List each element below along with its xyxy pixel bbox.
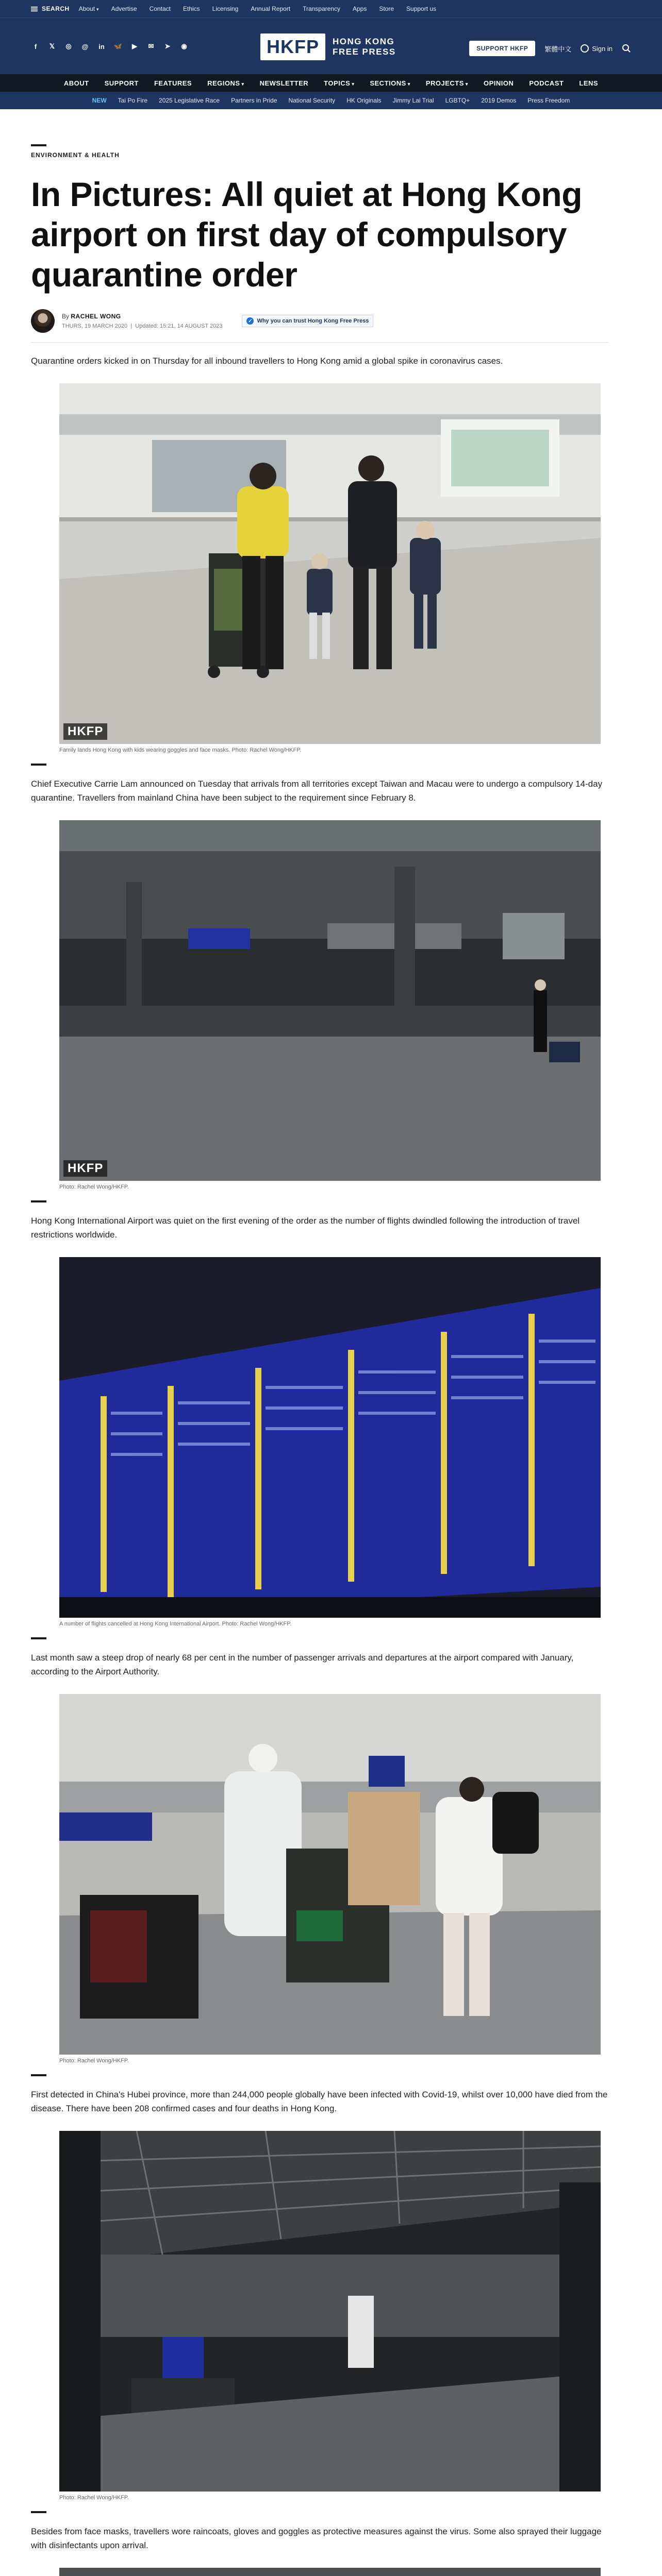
logo-wordmark: HONG KONG FREE PRESS (333, 37, 396, 57)
top-utility-bar (0, 0, 662, 18)
topbar-link-store[interactable]: Store (379, 5, 394, 12)
updated-date: Updated: 15:21, 14 AUGUST 2023 (135, 323, 223, 329)
trending-item[interactable]: National Security (288, 97, 336, 104)
search-icon[interactable] (622, 44, 631, 53)
photo-caption: Photo: Rachel Wong/HKFP. (59, 1184, 129, 1190)
logo-mark: HKFP (260, 33, 325, 60)
topbar-link-support-us[interactable]: Support us (406, 5, 437, 12)
rss-icon[interactable]: ◉ (181, 42, 187, 50)
social-links (31, 42, 189, 50)
section-divider (31, 764, 46, 766)
author-name[interactable]: RACHEL WONG (71, 313, 121, 320)
article (31, 144, 608, 2576)
topbar-link-contact[interactable]: Contact (149, 5, 171, 12)
topbar-link-about[interactable]: About ▾ (78, 5, 99, 12)
article-paragraph: Quarantine orders kicked in on Thursday for all inbound travellers to Hong Kong amid a global spike in coronavirus cases. (31, 356, 503, 366)
photo-terminal-hall (59, 820, 601, 1181)
nav-features[interactable]: FEATURES (154, 79, 192, 87)
article-photo[interactable] (59, 2568, 601, 2576)
article-paragraph: Besides from face masks, travellers wore raincoats, gloves and goggles as protective measures against the virus. Some also sprayed their luggage with disinfectants upon arrival. (31, 2527, 602, 2550)
section-divider (31, 1200, 46, 1202)
search-label: SEARCH (42, 5, 70, 12)
search-button[interactable] (31, 5, 70, 12)
article-title: In Pictures: All quiet at Hong Kong airport on first day of compulsory quarantine order (31, 175, 583, 294)
nav-projects[interactable]: PROJECTS ▾ (425, 79, 468, 87)
topbar-link-ethics[interactable]: Ethics (183, 5, 200, 12)
bluesky-icon[interactable]: 🦋 (113, 42, 123, 50)
topbar-link-licensing[interactable]: Licensing (212, 5, 239, 12)
nav-sections[interactable]: SECTIONS ▾ (370, 79, 410, 87)
chevron-down-icon: ▾ (407, 81, 410, 87)
trending-item[interactable]: Press Freedom (527, 97, 570, 104)
photo-caption: Family lands Hong Kong with kids wearing goggles and face masks. Photo: Rachel Wong/HKFP. (59, 747, 302, 753)
trending-item[interactable]: Jimmy Lai Trial (392, 97, 434, 104)
nav-lens[interactable]: LENS (579, 79, 599, 87)
masthead (0, 18, 662, 74)
trending-item[interactable]: Tai Po Fire (118, 97, 148, 104)
photo-caption: A number of flights cancelled at Hong Kong International Airport. Photo: Rachel Wong/HKFP. (59, 1621, 292, 1627)
topbar-link-advertise[interactable]: Advertise (111, 5, 137, 12)
user-icon (581, 44, 589, 53)
telegram-icon[interactable]: ➤ (164, 42, 171, 50)
facebook-icon[interactable]: f (34, 42, 37, 50)
section-divider (31, 2074, 46, 2076)
instagram-icon[interactable]: ◎ (65, 42, 72, 50)
article-photo[interactable] (59, 1257, 601, 1618)
chevron-down-icon: ▾ (96, 7, 99, 12)
topbar-link-annual-report[interactable]: Annual Report (251, 5, 291, 12)
article-category[interactable]: ENVIRONMENT & HEALTH (31, 151, 120, 159)
menu-icon (31, 6, 38, 12)
threads-icon[interactable]: @ (81, 42, 89, 50)
masthead-actions (469, 41, 631, 56)
byline-separator (31, 342, 608, 343)
chinese-edition-link[interactable]: 繁體中文 (544, 45, 572, 53)
published-date: THURS, 19 MARCH 2020 (62, 323, 128, 329)
byline (31, 309, 608, 333)
checkmark-icon: ✓ (246, 317, 254, 325)
chevron-down-icon: ▾ (241, 81, 244, 87)
article-paragraph: Last month saw a steep drop of nearly 68 per cent in the number of passenger arrivals and departures at the airport compared with January, according to the Airport Authority. (31, 1653, 574, 1676)
article-photo[interactable] (59, 820, 601, 1181)
trending-bar (0, 92, 662, 109)
trending-item[interactable]: LGBTQ+ (445, 97, 470, 104)
article-paragraph: First detected in China's Hubei province, more than 244,000 people globally have been infected with Covid-19, whilst over 10,000 have died from the disease. There have been 208 confirmed cases and four deaths in Hong Kong. (31, 2090, 608, 2113)
section-divider (31, 1637, 46, 1639)
chevron-down-icon: ▾ (352, 81, 355, 87)
new-badge: NEW (92, 97, 107, 104)
byline-dates: THURS, 19 MARCH 2020 | Updated: 15:21, 14 AUGUST 2023 (62, 323, 223, 329)
nav-opinion[interactable]: OPINION (483, 79, 514, 87)
trending-item[interactable]: Partners in Pride (231, 97, 277, 104)
article-photo[interactable] (59, 1694, 601, 2055)
article-paragraph: Chief Executive Carrie Lam announced on Tuesday that arrivals from all territories except Taiwan and Macau were to undergo a compulsory 14-day quarantine. Travellers from mainland China have been subject to the requirement since February 8. (31, 779, 603, 803)
trending-item[interactable]: 2019 Demos (481, 97, 517, 104)
article-paragraph: Hong Kong International Airport was quiet on the first evening of the order as the number of flights dwindled following the introduction of travel restrictions worldwide. (31, 1216, 580, 1240)
category-rule (31, 144, 46, 146)
hkfp-watermark: HKFP (63, 723, 107, 740)
nav-podcast[interactable]: PODCAST (529, 79, 564, 87)
trending-item[interactable]: 2025 Legislative Race (159, 97, 220, 104)
trust-link[interactable]: ✓ Why you can trust Hong Kong Free Press (242, 315, 373, 327)
main-navigation (0, 74, 662, 92)
article-photo[interactable] (59, 2131, 601, 2492)
nav-newsletter[interactable]: NEWSLETTER (259, 79, 309, 87)
hkfp-watermark: HKFP (63, 1160, 107, 1177)
nav-about[interactable]: ABOUT (63, 79, 89, 87)
author-avatar[interactable] (31, 309, 55, 333)
sign-in-link[interactable]: Sign in (581, 44, 613, 53)
email-icon[interactable]: ✉ (148, 42, 154, 50)
nav-regions[interactable]: REGIONS ▾ (207, 79, 244, 87)
photo-travellers-raincoats (59, 1694, 601, 2055)
byline-author: By RACHEL WONG (62, 313, 121, 320)
nav-topics[interactable]: TOPICS ▾ (324, 79, 355, 87)
photo-departure-board (59, 1257, 601, 1618)
topbar-link-apps[interactable]: Apps (352, 5, 367, 12)
youtube-icon[interactable]: ▶ (132, 42, 137, 50)
photo-arrivals-hall-aerial (59, 2568, 601, 2576)
article-photo[interactable] (59, 383, 601, 744)
nav-support[interactable]: SUPPORT (104, 79, 139, 87)
x-twitter-icon[interactable]: 𝕏 (49, 42, 55, 50)
photo-caption: Photo: Rachel Wong/HKFP. (59, 2495, 129, 2501)
topbar-link-transparency[interactable]: Transparency (303, 5, 340, 12)
trending-item[interactable]: HK Originals (346, 97, 382, 104)
photo-family-with-luggage (59, 383, 601, 744)
photo-caption: Photo: Rachel Wong/HKFP. (59, 2058, 129, 2064)
site-logo[interactable] (260, 33, 396, 60)
linkedin-icon[interactable]: in (98, 42, 105, 50)
photo-empty-departure-hall (59, 2131, 601, 2492)
section-divider (31, 2511, 46, 2513)
support-hkfp-button[interactable]: SUPPORT HKFP (469, 41, 535, 56)
chevron-down-icon: ▾ (465, 81, 468, 87)
